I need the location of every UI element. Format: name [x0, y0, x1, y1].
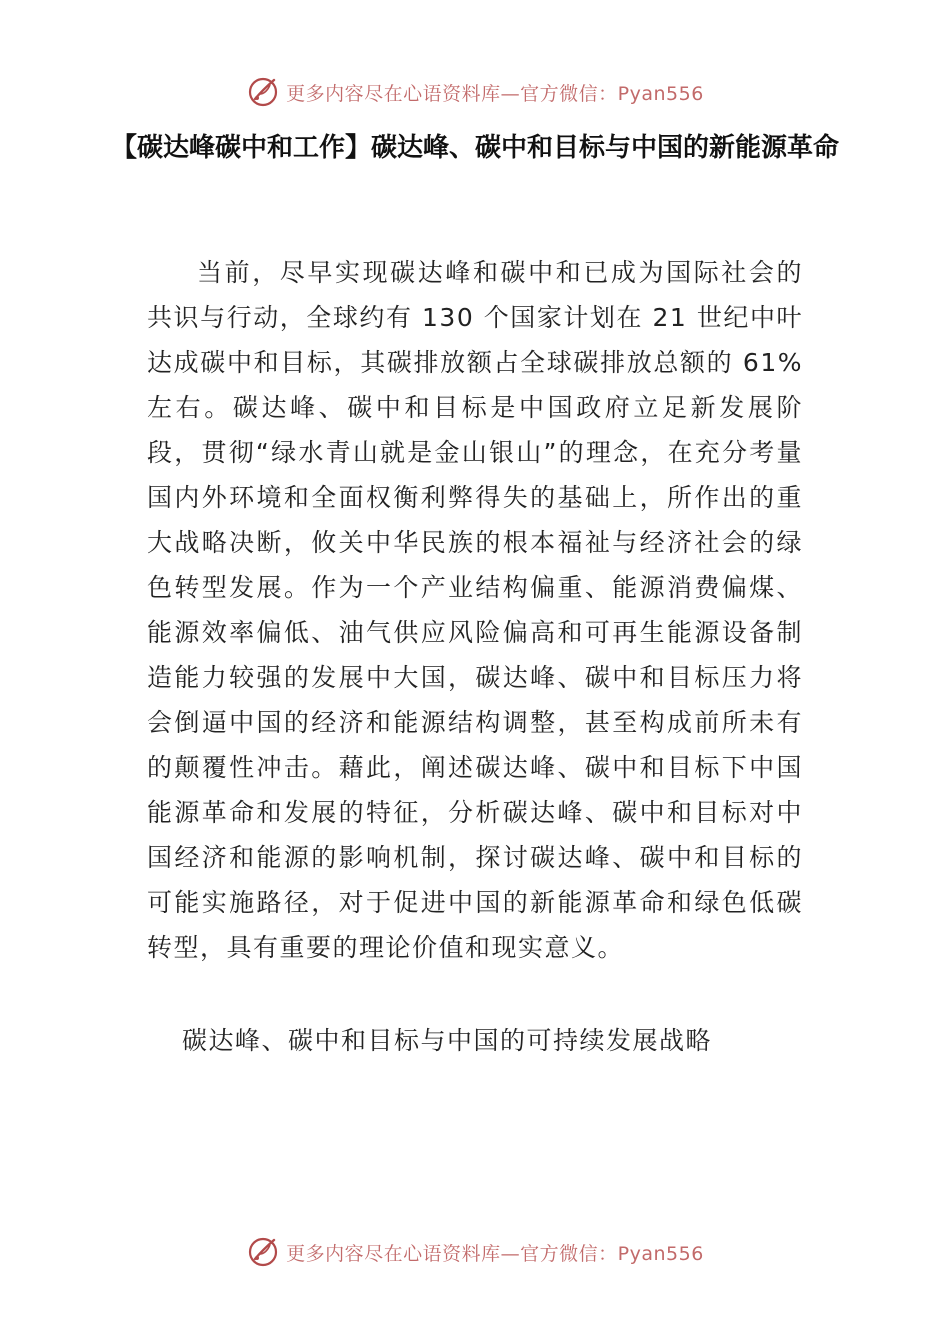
quill-logo-icon	[246, 1235, 280, 1269]
document-title: 【碳达峰碳中和工作】碳达峰、碳中和目标与中国的新能源革命	[110, 133, 839, 163]
watermark-group	[246, 1235, 704, 1269]
section-heading: 碳达峰、碳中和目标与中国的可持续发展战略	[182, 1026, 713, 1055]
watermark-wechat-id: Pyan556	[617, 1242, 704, 1265]
header-watermark	[0, 70, 950, 114]
watermark-group	[246, 75, 704, 109]
watermark-text	[286, 79, 704, 106]
watermark-label: 更多内容尽在心语资料库—官方微信：	[286, 82, 618, 105]
watermark-wechat-id: Pyan556	[617, 82, 704, 105]
footer-watermark	[0, 1230, 950, 1274]
paragraph-intro: 当前，尽早实现碳达峰和碳中和已成为国际社会的共识与行动，全球约有 130 个国家计划在 21 世纪中叶达成碳中和目标，其碳排放额占全球碳排放总额的 61%左右。碳达峰、碳中和目标是中国政府立足新发展阶段，贯彻“绿水青山就是金山银山”的理念，在充分考量国内外环境和全面权衡利弊得失的基础上，所作出的重大战略决断，攸关中华民族的根本福祉与经济社会的绿色转型发展。作为一个产业结构偏重、能源消费偏煤、能源效率偏低、油气供应风险偏高和可再生能源设备制造能力较强的发展中大国，碳达峰、碳中和目标压力将会倒逼中国的经济和能源结构调整，甚至构成前所未有的颠覆性冲击。藉此，阐述碳达峰、碳中和目标下中国能源革命和发展的特征，分析碳达峰、碳中和目标对中国经济和能源的影响机制，探讨碳达峰、碳中和目标的可能实施路径，对于促进中国的新能源革命和绿色低碳转型，具有重要的理论价值和现实意义。	[147, 258, 803, 962]
watermark-text	[286, 1239, 704, 1266]
watermark-label: 更多内容尽在心语资料库—官方微信：	[286, 1242, 618, 1265]
quill-logo-icon	[246, 75, 280, 109]
